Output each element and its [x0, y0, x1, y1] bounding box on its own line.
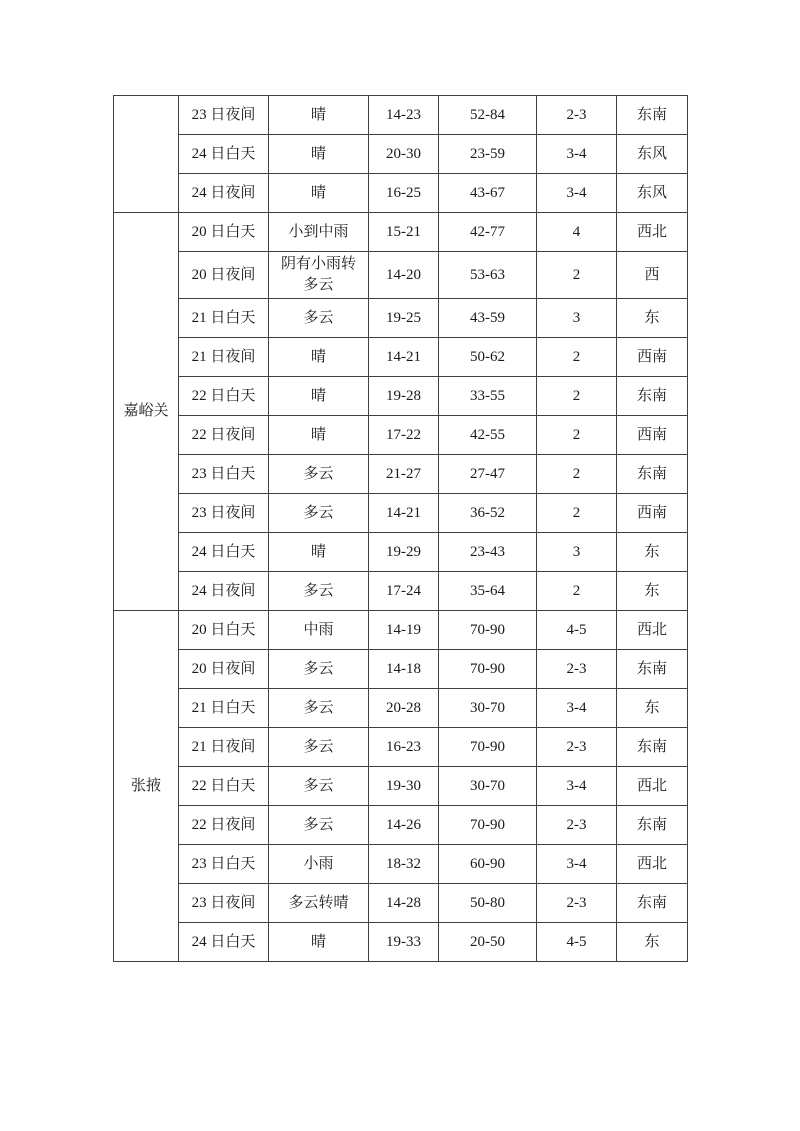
wind-direction-cell: 西: [617, 252, 688, 299]
period-cell: 20 日夜间: [179, 650, 269, 689]
temp-range-cell: 14-19: [369, 611, 439, 650]
temp-range-cell: 19-30: [369, 767, 439, 806]
table-row: [114, 338, 688, 377]
temp-range-cell: 14-21: [369, 338, 439, 377]
weather-cell: 晴: [269, 174, 369, 213]
period-cell: 22 日白天: [179, 767, 269, 806]
weather-cell: 多云: [269, 650, 369, 689]
humidity-range-cell: 70-90: [439, 650, 537, 689]
table-row: [114, 806, 688, 845]
wind-direction-cell: 东风: [617, 174, 688, 213]
humidity-range-cell: 70-90: [439, 611, 537, 650]
wind-force-cell: 2-3: [537, 806, 617, 845]
wind-direction-cell: 东南: [617, 455, 688, 494]
temp-range-cell: 14-28: [369, 884, 439, 923]
wind-force-cell: 3: [537, 533, 617, 572]
wind-force-cell: 3-4: [537, 689, 617, 728]
wind-force-cell: 2: [537, 416, 617, 455]
wind-direction-cell: 东南: [617, 377, 688, 416]
weather-cell: 晴: [269, 96, 369, 135]
temp-range-cell: 19-25: [369, 299, 439, 338]
weather-cell: 多云: [269, 767, 369, 806]
weather-cell: 多云: [269, 806, 369, 845]
weather-cell: 晴: [269, 416, 369, 455]
temp-range-cell: 19-33: [369, 923, 439, 962]
wind-direction-cell: 西南: [617, 338, 688, 377]
forecast-table-body: [114, 96, 688, 962]
weather-forecast-table: [113, 95, 688, 962]
table-row: [114, 611, 688, 650]
table-row: [114, 455, 688, 494]
humidity-range-cell: 36-52: [439, 494, 537, 533]
temp-range-cell: 14-18: [369, 650, 439, 689]
period-cell: 23 日白天: [179, 455, 269, 494]
table-row: [114, 252, 688, 299]
table-row: [114, 845, 688, 884]
wind-force-cell: 3-4: [537, 767, 617, 806]
wind-direction-cell: 西北: [617, 767, 688, 806]
table-row: [114, 299, 688, 338]
table-row: [114, 572, 688, 611]
period-cell: 22 日夜间: [179, 416, 269, 455]
table-row: [114, 96, 688, 135]
period-cell: 21 日夜间: [179, 338, 269, 377]
period-cell: 24 日白天: [179, 923, 269, 962]
humidity-range-cell: 30-70: [439, 689, 537, 728]
table-row: [114, 884, 688, 923]
period-cell: 23 日白天: [179, 845, 269, 884]
humidity-range-cell: 20-50: [439, 923, 537, 962]
temp-range-cell: 17-22: [369, 416, 439, 455]
temp-range-cell: 14-23: [369, 96, 439, 135]
temp-range-cell: 15-21: [369, 213, 439, 252]
weather-cell: 多云: [269, 572, 369, 611]
wind-force-cell: 3-4: [537, 845, 617, 884]
weather-cell: 晴: [269, 338, 369, 377]
wind-direction-cell: 东风: [617, 135, 688, 174]
wind-force-cell: 3-4: [537, 135, 617, 174]
humidity-range-cell: 33-55: [439, 377, 537, 416]
table-row: [114, 377, 688, 416]
city-cell: [114, 96, 179, 213]
period-cell: 21 日白天: [179, 299, 269, 338]
table-row: [114, 650, 688, 689]
table-row: [114, 135, 688, 174]
wind-force-cell: 2: [537, 572, 617, 611]
table-row: [114, 533, 688, 572]
humidity-range-cell: 27-47: [439, 455, 537, 494]
weather-cell: 中雨: [269, 611, 369, 650]
humidity-range-cell: 60-90: [439, 845, 537, 884]
temp-range-cell: 16-25: [369, 174, 439, 213]
temp-range-cell: 14-21: [369, 494, 439, 533]
humidity-range-cell: 42-77: [439, 213, 537, 252]
humidity-range-cell: 70-90: [439, 806, 537, 845]
weather-cell: 晴: [269, 923, 369, 962]
wind-direction-cell: 西北: [617, 845, 688, 884]
period-cell: 23 日夜间: [179, 494, 269, 533]
wind-direction-cell: 东南: [617, 728, 688, 767]
humidity-range-cell: 53-63: [439, 252, 537, 299]
wind-force-cell: 4: [537, 213, 617, 252]
temp-range-cell: 17-24: [369, 572, 439, 611]
humidity-range-cell: 50-80: [439, 884, 537, 923]
humidity-range-cell: 35-64: [439, 572, 537, 611]
weather-cell: 多云: [269, 728, 369, 767]
wind-direction-cell: 西南: [617, 416, 688, 455]
table-row: [114, 923, 688, 962]
humidity-range-cell: 43-59: [439, 299, 537, 338]
wind-force-cell: 4-5: [537, 611, 617, 650]
weather-cell: 多云: [269, 455, 369, 494]
table-row: [114, 728, 688, 767]
wind-direction-cell: 西南: [617, 494, 688, 533]
city-cell: 张掖: [114, 611, 179, 962]
weather-cell: 晴: [269, 135, 369, 174]
wind-direction-cell: 东: [617, 923, 688, 962]
period-cell: 21 日夜间: [179, 728, 269, 767]
temp-range-cell: 16-23: [369, 728, 439, 767]
period-cell: 24 日夜间: [179, 174, 269, 213]
temp-range-cell: 18-32: [369, 845, 439, 884]
period-cell: 20 日白天: [179, 611, 269, 650]
humidity-range-cell: 50-62: [439, 338, 537, 377]
weather-cell: 晴: [269, 533, 369, 572]
temp-range-cell: 19-29: [369, 533, 439, 572]
wind-force-cell: 2: [537, 377, 617, 416]
table-row: [114, 416, 688, 455]
wind-direction-cell: 东: [617, 299, 688, 338]
weather-cell: 多云: [269, 494, 369, 533]
wind-force-cell: 2: [537, 338, 617, 377]
weather-cell: 晴: [269, 377, 369, 416]
humidity-range-cell: 23-59: [439, 135, 537, 174]
humidity-range-cell: 43-67: [439, 174, 537, 213]
table-row: [114, 174, 688, 213]
temp-range-cell: 20-28: [369, 689, 439, 728]
temp-range-cell: 19-28: [369, 377, 439, 416]
table-row: [114, 689, 688, 728]
table-row: [114, 213, 688, 252]
period-cell: 22 日夜间: [179, 806, 269, 845]
period-cell: 22 日白天: [179, 377, 269, 416]
period-cell: 21 日白天: [179, 689, 269, 728]
temp-range-cell: 21-27: [369, 455, 439, 494]
weather-cell: 小雨: [269, 845, 369, 884]
wind-force-cell: 2: [537, 455, 617, 494]
period-cell: 20 日夜间: [179, 252, 269, 299]
humidity-range-cell: 42-55: [439, 416, 537, 455]
wind-force-cell: 2-3: [537, 650, 617, 689]
humidity-range-cell: 30-70: [439, 767, 537, 806]
wind-force-cell: 2-3: [537, 884, 617, 923]
wind-force-cell: 3: [537, 299, 617, 338]
wind-force-cell: 2: [537, 252, 617, 299]
weather-cell: 小到中雨: [269, 213, 369, 252]
wind-direction-cell: 东: [617, 572, 688, 611]
wind-force-cell: 2-3: [537, 728, 617, 767]
humidity-range-cell: 52-84: [439, 96, 537, 135]
wind-direction-cell: 东南: [617, 650, 688, 689]
temp-range-cell: 14-26: [369, 806, 439, 845]
wind-direction-cell: 东南: [617, 806, 688, 845]
weather-cell: 多云: [269, 299, 369, 338]
weather-cell: 多云: [269, 689, 369, 728]
wind-force-cell: 4-5: [537, 923, 617, 962]
table-row: [114, 494, 688, 533]
humidity-range-cell: 70-90: [439, 728, 537, 767]
humidity-range-cell: 23-43: [439, 533, 537, 572]
weather-cell: 多云转晴: [269, 884, 369, 923]
weather-cell: 阴有小雨转多云: [269, 252, 369, 299]
wind-direction-cell: 东南: [617, 96, 688, 135]
table-row: [114, 767, 688, 806]
wind-direction-cell: 东: [617, 689, 688, 728]
period-cell: 24 日白天: [179, 135, 269, 174]
period-cell: 20 日白天: [179, 213, 269, 252]
wind-direction-cell: 西北: [617, 611, 688, 650]
wind-force-cell: 2-3: [537, 96, 617, 135]
period-cell: 23 日夜间: [179, 884, 269, 923]
wind-direction-cell: 西北: [617, 213, 688, 252]
period-cell: 24 日白天: [179, 533, 269, 572]
period-cell: 24 日夜间: [179, 572, 269, 611]
temp-range-cell: 14-20: [369, 252, 439, 299]
period-cell: 23 日夜间: [179, 96, 269, 135]
wind-direction-cell: 东: [617, 533, 688, 572]
wind-force-cell: 2: [537, 494, 617, 533]
temp-range-cell: 20-30: [369, 135, 439, 174]
city-cell: 嘉峪关: [114, 213, 179, 611]
wind-force-cell: 3-4: [537, 174, 617, 213]
wind-direction-cell: 东南: [617, 884, 688, 923]
